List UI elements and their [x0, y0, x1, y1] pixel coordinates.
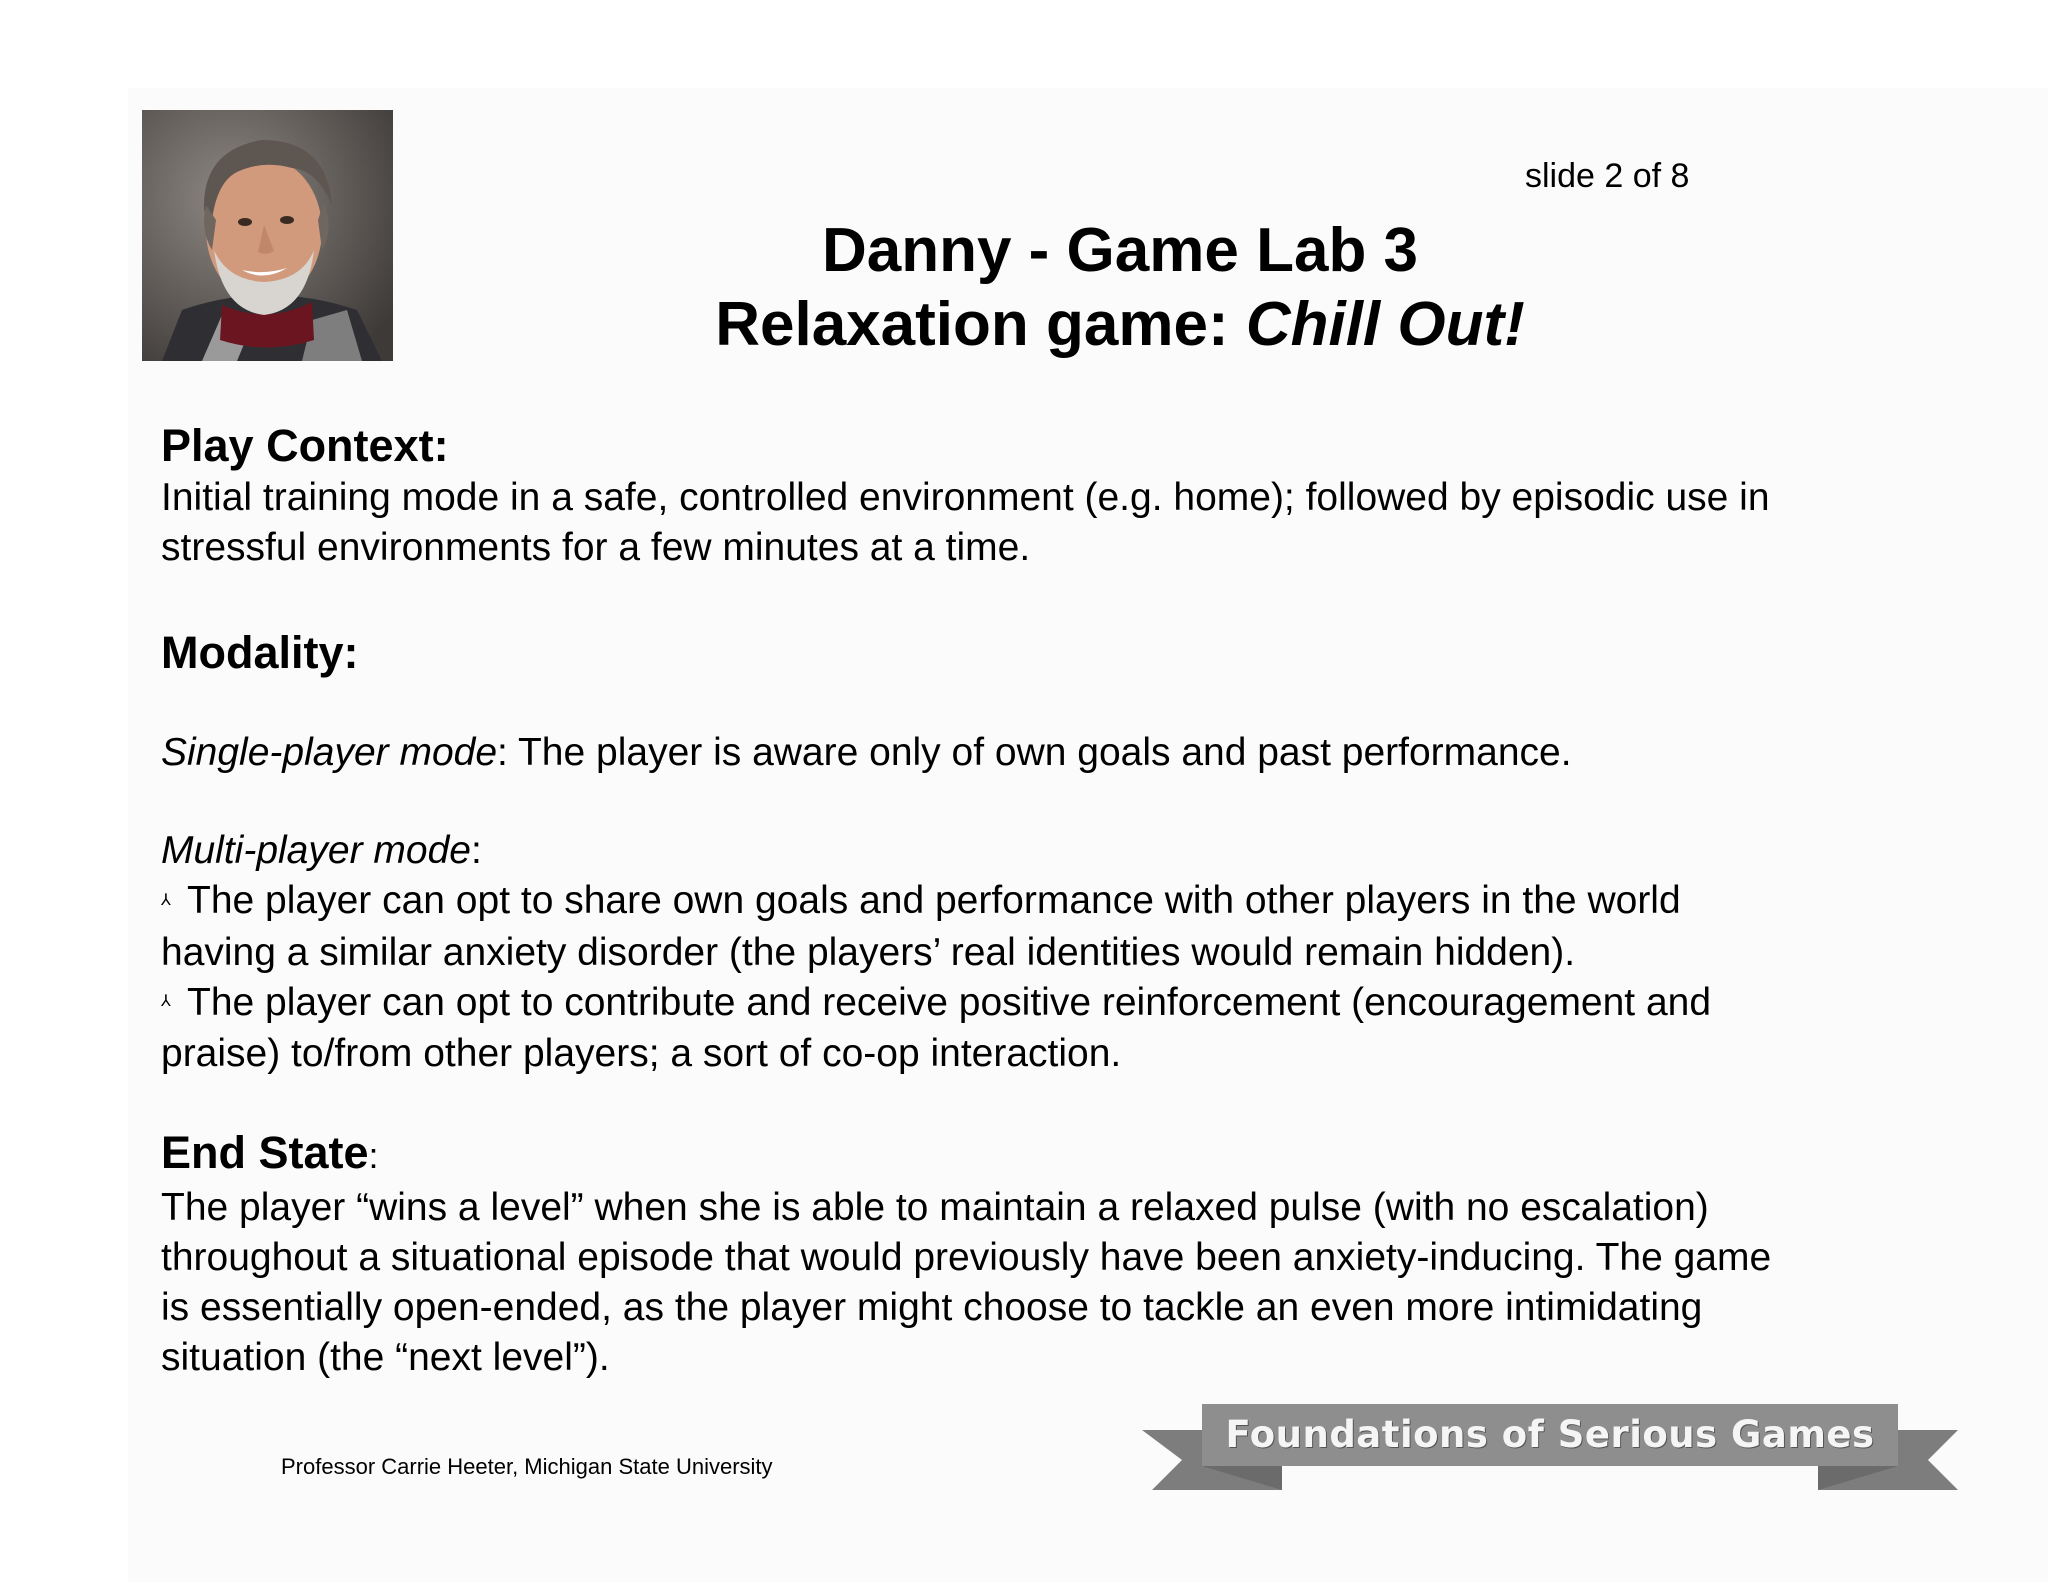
- bullet-icon: ⅄: [161, 891, 171, 909]
- modality-heading: Modality:: [161, 627, 359, 678]
- single-player-line: [161, 728, 2001, 778]
- end-state-line-1: The player “wins a level” when she is able to maintain a relaxed pulse (with no escalation): [161, 1186, 1709, 1230]
- single-player-label: Single-player mode: [161, 731, 498, 774]
- multi-player-label: Multi-player mode: [161, 829, 471, 872]
- course-banner: [1142, 1404, 1958, 1490]
- bullet-1-text-1: The player can opt to share own goals and performance with other players in the world: [187, 879, 1681, 922]
- end-state-colon: :: [368, 1135, 379, 1177]
- banner-text: Foundations of Serious Games: [1225, 1413, 1875, 1456]
- end-state-line-4: situation (the “next level”).: [161, 1336, 610, 1380]
- play-context-line-1: Initial training mode in a safe, controlled environment (e.g. home); followed by episodic use in: [161, 476, 1770, 519]
- end-state-heading-text: End State: [161, 1127, 369, 1179]
- presenter-photo: [142, 110, 393, 361]
- slide-title-line2: [560, 288, 1680, 362]
- end-state-line-3: is essentially open-ended, as the player might choose to tackle an even more intimidating: [161, 1286, 1703, 1330]
- bullet-1-line-1: [161, 876, 2001, 928]
- play-context-heading: Play Context:: [161, 420, 449, 471]
- single-player-text: : The player is aware only of own goals and past performance.: [497, 731, 1572, 774]
- title-prefix: Relaxation game:: [715, 290, 1246, 359]
- multi-player-line: [161, 826, 2001, 876]
- bullet-1-line-2: having a similar anxiety disorder (the players’ real identities would remain hidden).: [161, 930, 1576, 974]
- multi-player-colon: :: [470, 829, 482, 872]
- bullet-2-text-1: The player can opt to contribute and receive positive reinforcement (encouragement and: [187, 980, 1712, 1024]
- end-state-heading: [161, 1125, 2001, 1183]
- end-state-line-2: throughout a situational episode that would previously have been anxiety-inducing. The game: [161, 1236, 1772, 1280]
- slide-title-line1: Danny - Game Lab 3: [821, 216, 1419, 285]
- slide-body: [161, 418, 2001, 1383]
- bullet-2-line-1: [161, 978, 2001, 1030]
- play-context-line-2: stressful environments for a few minutes at a time.: [161, 526, 1031, 569]
- footer-credit: Professor Carrie Heeter, Michigan State University: [281, 1454, 773, 1479]
- title-game-name: Chill Out!: [1245, 290, 1525, 359]
- slide-number: slide 2 of 8: [1525, 157, 1690, 195]
- bullet-icon: ⅄: [161, 993, 171, 1011]
- bullet-2-line-2: praise) to/from other players; a sort of co-op interaction.: [161, 1032, 1122, 1076]
